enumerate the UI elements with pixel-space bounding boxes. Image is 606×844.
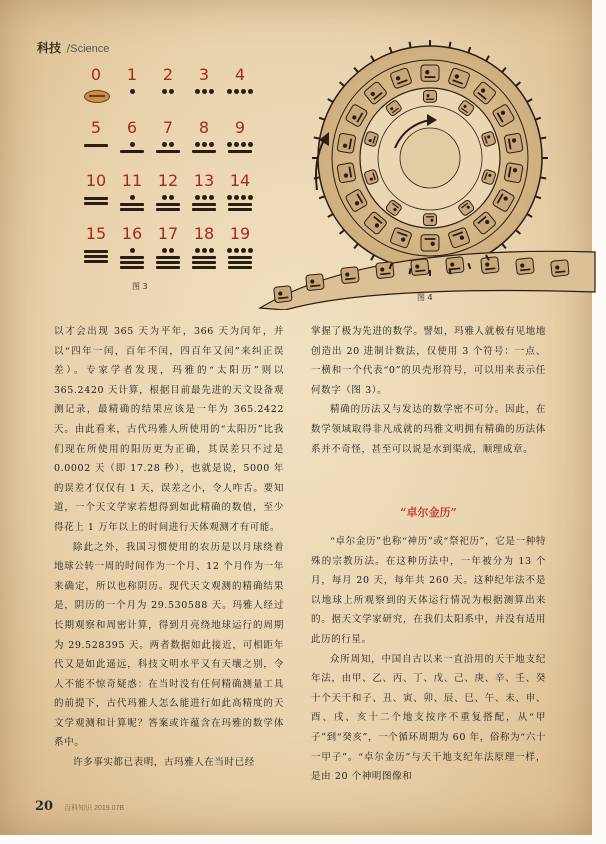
tick-mark: [527, 99, 532, 102]
dot-icon: [195, 142, 200, 147]
maya-numeral-glyph: [186, 194, 222, 222]
dot-icon: [169, 89, 174, 94]
tick-mark: [319, 118, 325, 120]
dot-icon: [130, 89, 135, 94]
magazine-issue: 百科知识 2019.07B: [64, 805, 125, 812]
tick-mark: [486, 56, 489, 61]
numeral-cell: [150, 225, 186, 278]
numeral-label: 10: [85, 171, 107, 190]
tick-mark: [502, 68, 506, 73]
numeral-cell: [222, 172, 258, 225]
dot-icon: [162, 89, 167, 94]
bar-icon: [120, 266, 144, 269]
tick-mark: [371, 56, 374, 61]
tick-mark: [449, 268, 450, 274]
bar-icon: [192, 266, 216, 269]
bar-icon: [156, 256, 180, 259]
numeral-label: 18: [193, 224, 215, 243]
right-column-bottom: [311, 532, 546, 787]
dot-icon: [162, 142, 167, 147]
maya-numeral-glyph: [78, 247, 114, 275]
numeral-cell: [222, 119, 258, 172]
maya-numeral-glyph: [186, 141, 222, 169]
dot-icon: [195, 195, 200, 200]
numeral-label: 19: [229, 224, 251, 243]
numeral-label: 6: [126, 118, 138, 137]
numeral-label: 5: [90, 118, 102, 137]
bar-icon: [192, 203, 216, 206]
dot-icon: [227, 248, 232, 253]
band-glyph-icon: [411, 259, 430, 276]
tick-mark: [410, 268, 411, 274]
maya-numeral-glyph: [78, 88, 114, 116]
maya-numeral-glyph: [150, 141, 186, 169]
numeral-label: 11: [121, 171, 143, 190]
maya-numeral-glyph: [186, 247, 222, 275]
tick-mark: [468, 47, 470, 53]
numeral-cell: [186, 66, 222, 119]
numeral-label: 9: [234, 118, 246, 137]
calendar-wheels-illustration: [255, 40, 600, 310]
shell-zero-icon: [84, 90, 110, 103]
bar-icon: [120, 208, 144, 211]
numeral-label: 2: [162, 65, 174, 84]
numeral-label: 12: [157, 171, 179, 190]
numeral-cell: [150, 66, 186, 119]
tick-mark: [319, 196, 325, 198]
tick-mark: [535, 196, 541, 198]
tick-mark: [340, 82, 345, 86]
bar-icon: [84, 250, 108, 253]
dot-icon: [130, 142, 135, 147]
maya-numeral-glyph: [114, 194, 150, 222]
tick-mark: [314, 138, 320, 139]
bar-icon: [228, 266, 252, 269]
tzolkin-glyph-icon: [424, 91, 437, 103]
dot-icon: [169, 248, 174, 253]
maya-numeral-glyph: [150, 247, 186, 275]
numeral-label: 15: [85, 224, 107, 243]
tick-mark: [449, 42, 450, 48]
numeral-cell: [114, 119, 150, 172]
left-paragraph-1: 以才会出现 365 天为平年，366 天为闰年，并以“四年一闰，百年不闰，四百年又闰”来纠正误差）。专家学者发现，玛雅的“太阳历”则以 365.2420 天计算，根据目前最先进的天文设备观测记录，最精确的结果应该是一年为 365.2422 天。由此看来，古代玛雅人所使用的“太阳历”比我们现在所使用的阳历更为正确，其误差只不过是 0.0002 天（即 17.28 秒），也就是说，5000 年的误差才仅仅有 1 天，误差之小，令人咋舌。要知道，一个天文学家若想得到如此精确的数值，至少得花上 1 万年以上的时间进行天体观测才有可能。: [54, 326, 284, 533]
dot-icon: [248, 142, 253, 147]
left-paragraph-2: 除此之外，我国习惯使用的农历是以月球绕着地球公转一周的时间作为一个月、12 个月作为一年来确定，所以也称阴历。现代天文观测的精确结果是，阴历的一个月为 29.530588 天。玛雅人经过长期观察和周密计算，得到月亮绕地球运行的周期为 29.528395 天。两者数据如此接近，可相距年代又是如此遥远，科技文明水平又有天壤之别，令人不能不惊奇疑惑：在当时没有任何精确测量工具的前提下，古代玛雅人怎么能进行如此高精度的天文学观测和计算呢？答案或许蕴含在玛雅的数学体系中。: [54, 541, 284, 749]
dot-icon: [227, 89, 232, 94]
numeral-label: 4: [234, 65, 246, 84]
numeral-cell: [78, 225, 114, 278]
right-paragraph-2: 精确的历法又与发达的数学密不可分。因此，在数学领域取得非凡成就的玛雅文明拥有精确的历法体系并不奇怪，甚至可以说是水到渠成，顺理成章。: [311, 404, 546, 455]
dot-icon: [234, 142, 239, 147]
numeral-label: 8: [198, 118, 210, 137]
tick-mark: [390, 47, 392, 53]
numeral-cell: [114, 172, 150, 225]
band-glyph-icon: [551, 260, 570, 277]
maya-numeral-glyph: [150, 194, 186, 222]
maya-numeral-glyph: [114, 141, 150, 169]
dot-icon: [202, 89, 207, 94]
bar-icon: [120, 256, 144, 259]
tick-mark: [516, 230, 521, 234]
dot-icon: [202, 142, 207, 147]
tick-mark: [354, 68, 358, 73]
dot-icon: [234, 195, 239, 200]
tick-mark: [371, 255, 374, 260]
haab-glyph-icon: [504, 162, 523, 183]
tick-mark: [540, 138, 546, 139]
figure-4-caption: 图 4: [417, 293, 433, 302]
numeral-cell: [114, 225, 150, 278]
bar-icon: [228, 256, 252, 259]
bar-icon: [156, 261, 180, 264]
tzolkin-glyph-icon: [424, 214, 437, 226]
numeral-cell: [186, 119, 222, 172]
bar-icon: [192, 261, 216, 264]
numeral-cell: [78, 66, 114, 119]
right-paragraph-4: 众所周知，中国自古以来一直沿用的天干地支纪年法，由甲、乙、丙、丁、戊、己、庚、辛、壬、癸十个天干和子、丑、寅、卯、辰、巳、午、未、申、酉、戌、亥十二个地支按序不重复搭配，从“甲子”到“癸亥”，一个循环周期为 60 年，俗称为“六十一甲子”。“卓尔金历”与天干地支纪年法原理一样，是由 20 个神明图像和: [311, 653, 546, 783]
bar-icon: [192, 208, 216, 211]
page-number: 20: [35, 799, 54, 814]
haab-glyph-icon: [504, 133, 523, 154]
maya-numeral-glyph: [222, 194, 258, 222]
dot-icon: [234, 248, 239, 253]
numeral-label: 3: [198, 65, 210, 84]
numeral-cell: [186, 172, 222, 225]
numeral-label: 7: [162, 118, 174, 137]
haab-glyph-icon: [421, 235, 439, 251]
dot-icon: [248, 195, 253, 200]
dot-icon: [169, 142, 174, 147]
tick-mark: [328, 99, 333, 102]
dot-icon: [162, 248, 167, 253]
bar-icon: [84, 255, 108, 258]
maya-numeral-glyph: [114, 88, 150, 116]
numeral-label: 1: [126, 65, 138, 84]
bar-icon: [192, 256, 216, 259]
dot-icon: [195, 248, 200, 253]
bar-icon: [156, 266, 180, 269]
left-column: [54, 322, 284, 773]
bar-icon: [84, 260, 108, 263]
tick-mark: [527, 214, 532, 217]
dot-icon: [202, 248, 207, 253]
dot-icon: [227, 142, 232, 147]
band-glyph-icon: [274, 286, 293, 303]
bar-icon: [84, 202, 108, 205]
numeral-label: 14: [229, 171, 251, 190]
numeral-cell: [78, 172, 114, 225]
numeral-cell: [78, 119, 114, 172]
band-glyph-icon: [446, 257, 465, 274]
bar-icon: [156, 208, 180, 211]
bar-icon: [120, 203, 144, 206]
dot-icon: [209, 248, 214, 253]
maya-numeral-glyph: [114, 247, 150, 275]
dot-icon: [162, 195, 167, 200]
maya-numeral-glyph: [222, 141, 258, 169]
dot-icon: [248, 248, 253, 253]
bar-icon: [156, 203, 180, 206]
right-paragraph-3: “卓尔金历”也称“神历”或“祭祀历”，它是一种特殊的宗教历法。在这种历法中，一年被分为 13 个月，每月 20 天，每年共 260 天。这种纪年法不是以地球上所观察到的天体运行情况为根据测算出来的。据天文学家研究，在我们太阳系中，并没有适用此历的行星。: [311, 536, 546, 645]
section-header: [37, 39, 109, 56]
dot-icon: [209, 89, 214, 94]
tick-mark: [516, 82, 521, 86]
wheel-hub: [400, 128, 460, 188]
haab-glyph-icon: [337, 133, 356, 154]
dot-icon: [234, 89, 239, 94]
dot-icon: [209, 142, 214, 147]
dot-icon: [169, 195, 174, 200]
numeral-cell: [186, 225, 222, 278]
band-glyph-icon: [341, 267, 360, 284]
numeral-label: 16: [121, 224, 143, 243]
numeral-cell: [150, 119, 186, 172]
dot-icon: [195, 89, 200, 94]
category-separator: /: [66, 42, 71, 55]
tick-mark: [540, 177, 546, 178]
band-glyph-icon: [306, 274, 325, 291]
section-title: “卓尔金历”: [400, 506, 457, 519]
tick-mark: [410, 42, 411, 48]
maya-numeral-glyph: [186, 88, 222, 116]
haab-glyph-icon: [337, 162, 356, 183]
tick-mark: [328, 214, 333, 217]
dot-icon: [130, 195, 135, 200]
numeral-label: 0: [90, 65, 102, 84]
maya-numeral-glyph: [222, 88, 258, 116]
bar-icon: [120, 261, 144, 264]
maya-numeral-glyph: [222, 247, 258, 275]
tick-mark: [314, 177, 320, 178]
dot-icon: [227, 195, 232, 200]
band-glyph-icon: [481, 257, 500, 274]
maya-numeral-table: [78, 66, 258, 276]
band-glyph-icon: [516, 258, 535, 275]
tick-mark: [354, 244, 358, 249]
right-column-top: [311, 322, 546, 459]
dot-icon: [241, 195, 246, 200]
bar-icon: [228, 203, 252, 206]
category-english: Science: [70, 43, 110, 55]
numeral-cell: [222, 66, 258, 119]
maya-numeral-glyph: [150, 88, 186, 116]
dot-icon: [241, 248, 246, 253]
bar-icon: [84, 197, 108, 200]
tick-mark: [535, 118, 541, 120]
haab-glyph-icon: [421, 65, 439, 81]
numeral-label: 17: [157, 224, 179, 243]
numeral-cell: [150, 172, 186, 225]
bar-icon: [84, 144, 108, 147]
bar-icon: [228, 261, 252, 264]
category-label: 科技: [37, 41, 62, 55]
numeral-cell: [114, 66, 150, 119]
dot-icon: [248, 89, 253, 94]
dot-icon: [209, 195, 214, 200]
bar-icon: [156, 150, 180, 153]
dot-icon: [241, 89, 246, 94]
bar-icon: [192, 150, 216, 153]
bar-icon: [228, 150, 252, 153]
tick-mark: [502, 244, 506, 249]
tick-mark: [340, 230, 345, 234]
dot-icon: [130, 248, 135, 253]
dot-icon: [202, 195, 207, 200]
dot-icon: [241, 142, 246, 147]
numeral-label: 13: [193, 171, 215, 190]
numeral-cell: [222, 225, 258, 278]
page-footer: [35, 795, 124, 814]
left-paragraph-3: 许多事实都已表明，古玛雅人在当时已经: [73, 757, 255, 769]
figure-3-caption: 图 3: [132, 282, 148, 291]
bar-icon: [120, 150, 144, 153]
right-paragraph-1: 掌握了极为先进的数学。譬如，玛雅人就极有见地地创造出 20 进制计数法，仅使用 3 个符号：一点、一横和一个代表“0”的贝壳形符号，可以用来表示任何数字（图 3）。: [311, 326, 546, 396]
maya-numeral-glyph: [78, 141, 114, 169]
maya-numeral-glyph: [78, 194, 114, 222]
bar-icon: [228, 208, 252, 211]
